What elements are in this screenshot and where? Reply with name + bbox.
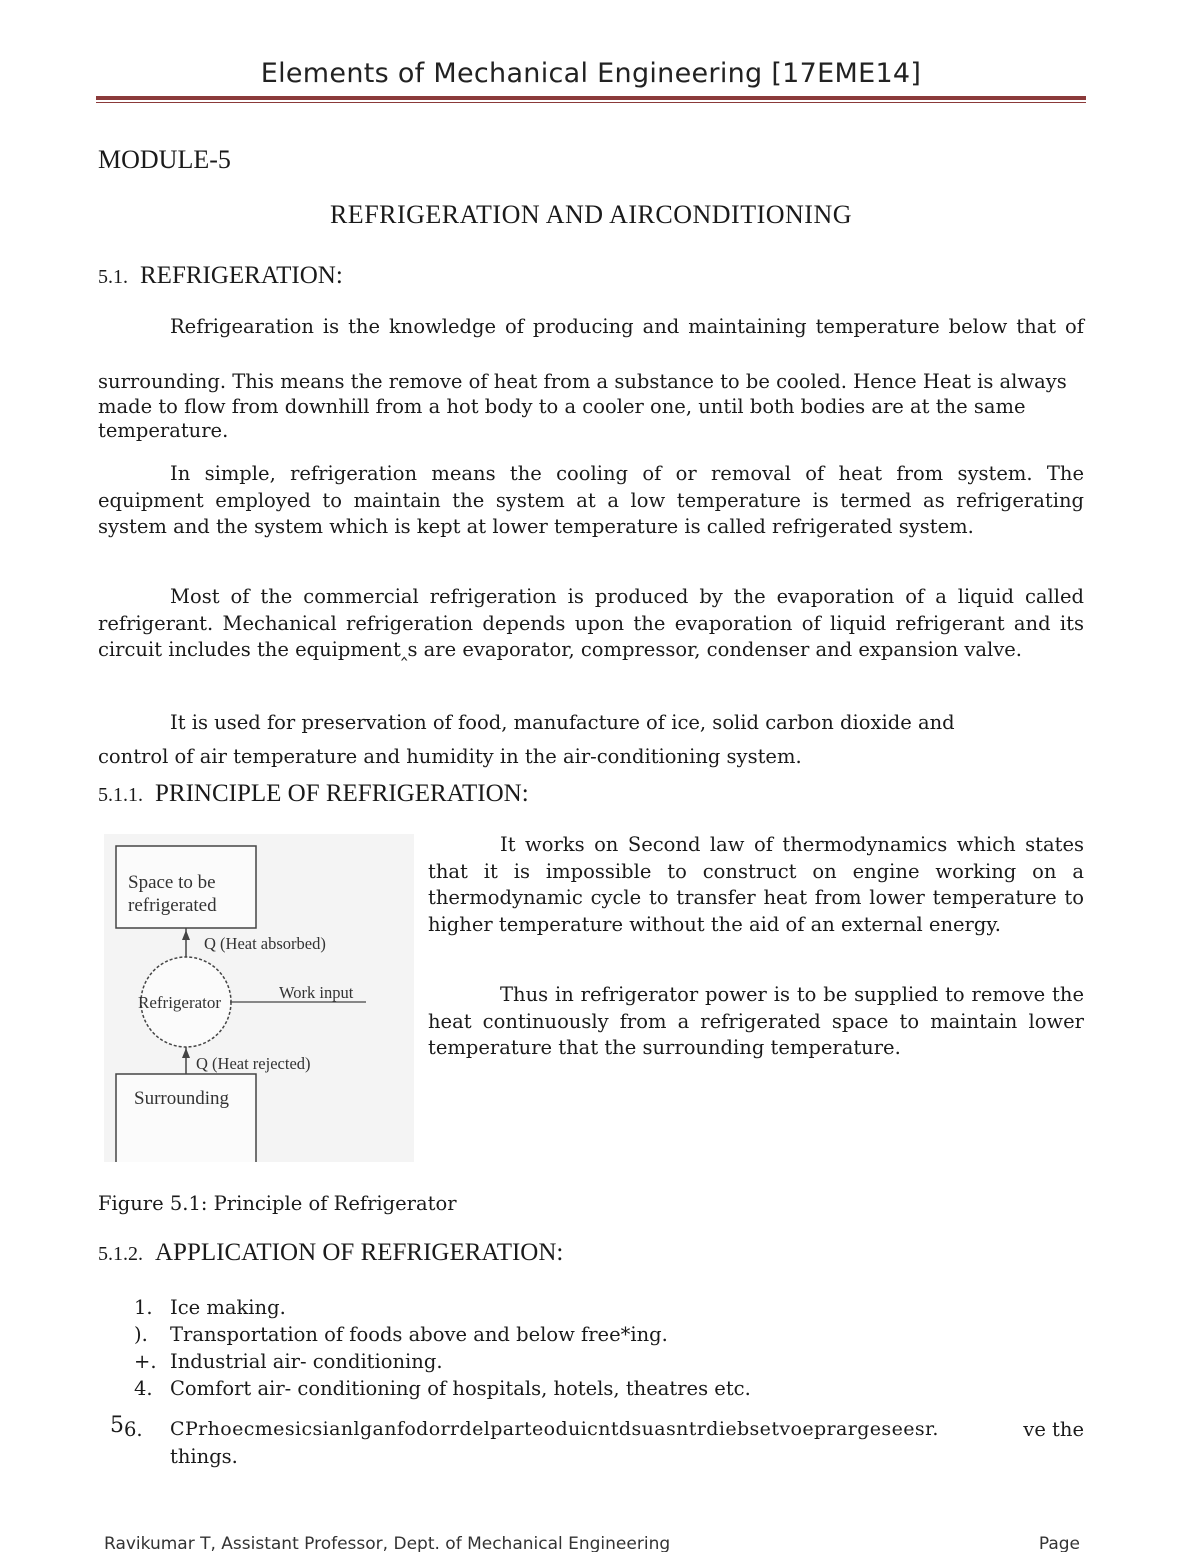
refrigerator-principle-figure (104, 834, 414, 1162)
section-heading-5-1 (98, 262, 343, 290)
section-title: APPLICATION OF REFRIGERATION: (155, 1239, 564, 1266)
paragraph-1-body: surrounding. This means the remove of heat from a substance to be cooled. Hence Heat is always made to flow from downhill from a hot body to a cooler one, until both bodies are at the same temperature. (98, 370, 1067, 442)
section-number: 5.1. (98, 266, 128, 288)
paragraph-4 (98, 706, 1084, 774)
paragraph-1-intro (98, 314, 1084, 341)
list-item (98, 1375, 751, 1402)
section-number: 5.1.2. (98, 1243, 143, 1265)
header-rule-thick (96, 96, 1086, 100)
list-item-text: Ice making. (170, 1296, 286, 1319)
module-label: MODULE-5 (98, 145, 231, 174)
footer-author: Ravikumar T, Assistant Professor, Dept. of Mechanical Engineering (104, 1534, 671, 1552)
list-item-text: Comfort air- conditioning of hospitals, hotels, theatres etc. (170, 1377, 751, 1400)
list-item-text: Industrial air- conditioning. (170, 1350, 443, 1373)
list-item (98, 1294, 751, 1321)
section-title: PRINCIPLE OF REFRIGERATION: (155, 780, 529, 807)
paragraph-3: Most of the commercial refrigeration is produced by the evaporation of a liquid called refrigerant. Mechanical refrigeration depends upon the evaporation of liquid refrigerant and its circuit includes the equipment‸s are evaporator, compressor, condenser and expansion valve. (98, 585, 1084, 661)
heat-absorbed-label: Q (Heat absorbed) (204, 934, 326, 953)
paragraph-2: In simple, refrigeration means the cooling of or removal of heat from system. The equipment employed to maintain the system at a low temperature is termed as refrigerating system and the system which is kept at lower temperature is called refrigerated system. (98, 462, 1084, 538)
para1-first-line: Refrigearation is the knowledge of producing and maintaining temperature below that of (170, 315, 1084, 338)
list-marker: 1. (134, 1296, 153, 1319)
list-marker: 4. (134, 1377, 153, 1400)
list-marker: +. (134, 1350, 157, 1373)
box-top-line2: refrigerated (128, 895, 217, 916)
main-title: REFRIGERATION AND AIRCONDITIONING (329, 200, 853, 229)
header-title: Elements of Mechanical Engineering [17EME14] (260, 58, 922, 89)
surrounding-label: Surrounding (134, 1088, 229, 1109)
principle-diagram (104, 834, 414, 1162)
applications-list (98, 1294, 751, 1402)
footer-page-label: Page (1038, 1534, 1080, 1552)
heat-rejected-label: Q (Heat rejected) (196, 1054, 311, 1073)
item5-line2: things. (170, 1445, 238, 1468)
principle-paragraph-1: It works on Second law of thermodynamics which states that it is impossible to construct on engine working on a thermodynamic cycle to transfer heat from lower temperature to higher temperature without the aid of an external energy. (428, 833, 1084, 936)
principle-paragraph-2: Thus in refrigerator power is to be supplied to remove the heat continuously from a refrigerated space to maintain lower temperature that the surrounding temperature. (428, 983, 1084, 1059)
figure-caption: Figure 5.1: Principle of Refrigerator (98, 1192, 457, 1215)
item5-tail: ve the (1023, 1418, 1084, 1441)
section-number: 5.1.1. (98, 784, 143, 806)
box-top-line1: Space to be (128, 872, 216, 893)
list-item (98, 1321, 751, 1348)
garbled-text: CPrhoecmesicsianlganfodorrdelparteoduicntdsuasntrdiebsetvoeprargeseesr. things. (170, 1416, 1084, 1470)
list-item-text: Transportation of foods above and below free*ing. (170, 1323, 668, 1346)
page-footer (104, 1534, 1080, 1552)
para4-line1: It is used for preservation of food, manufacture of ice, solid carbon dioxide and (170, 711, 955, 734)
list-item (98, 1348, 751, 1375)
list-marker: 56. (110, 1413, 143, 1441)
refrigerator-label: Refrigerator (138, 993, 222, 1012)
header-rule-thin (96, 102, 1086, 103)
section-heading-5-1-2 (98, 1239, 563, 1267)
para4-line2: control of air temperature and humidity in the air-conditioning system. (98, 745, 802, 768)
list-marker: ). (134, 1323, 148, 1346)
section-title: REFRIGERATION: (140, 262, 343, 289)
work-input-label: Work input (279, 983, 354, 1002)
section-heading-5-1-1 (98, 780, 529, 808)
